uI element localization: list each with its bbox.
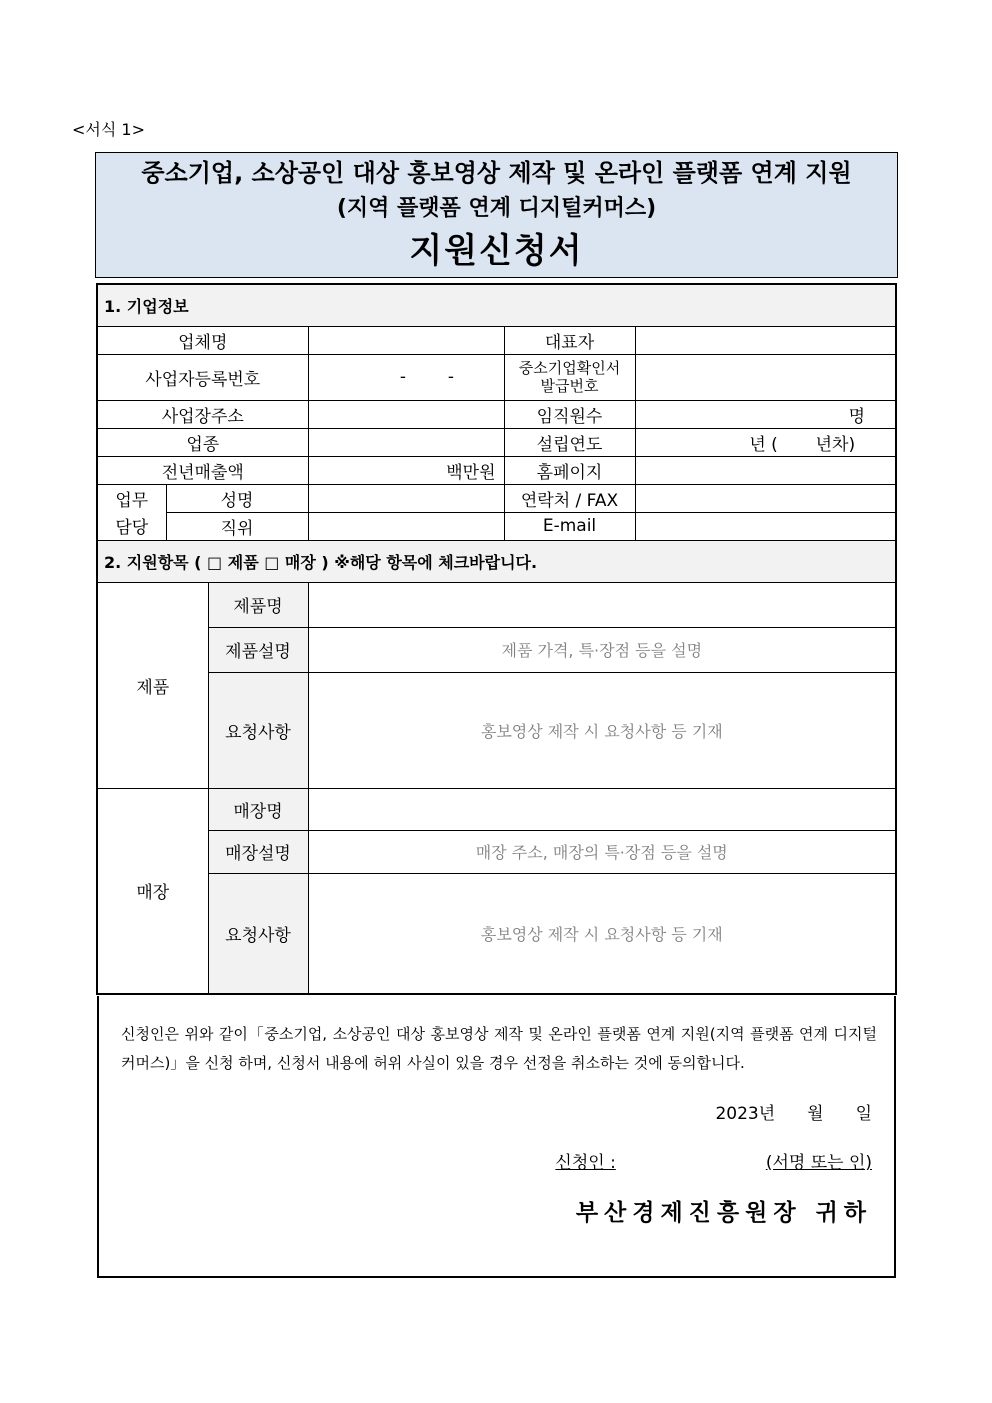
manager-name-label: 성명 — [166, 484, 308, 512]
product-request-field[interactable]: 홍보영상 제작 시 요청사항 등 기재 — [308, 672, 896, 788]
section-1-heading: 1. 기업정보 — [97, 284, 896, 326]
biz-reg-no-label: 사업자등록번호 — [97, 354, 308, 400]
store-request-label: 요청사항 — [208, 873, 308, 994]
employees-field[interactable]: 명 — [635, 400, 896, 428]
application-form-table — [96, 283, 897, 995]
manager-position-field[interactable] — [308, 512, 504, 540]
founded-label: 설립연도 — [504, 428, 635, 456]
homepage-field[interactable] — [635, 456, 896, 484]
declaration-text: 신청인은 위와 같이「중소기업, 소상공인 대상 홍보영상 제작 및 온라인 플랫폼 연계 지원(지역 플랫폼 연계 디지털커머스)」을 신청 하며, 신청서 내용에 허위 사실이 있을 경우 선정을 취소하는 것에 동의합니다. — [121, 1025, 877, 1072]
manager-label-top: 업무 — [97, 484, 166, 512]
declaration-box — [97, 996, 896, 1278]
title-line-1: 중소기업, 소상공인 대상 홍보영상 제작 및 온라인 플랫폼 연계 지원 — [141, 159, 852, 187]
product-row-label: 제품 — [97, 582, 208, 788]
product-name-field[interactable] — [308, 582, 896, 627]
founded-field[interactable]: 년 ( 년차) — [635, 428, 896, 456]
address-field[interactable] — [308, 400, 504, 428]
contact-label: 연락처 / FAX — [504, 484, 635, 512]
store-request-field[interactable]: 홍보영상 제작 시 요청사항 등 기재 — [308, 873, 896, 994]
manager-name-field[interactable] — [308, 484, 504, 512]
product-desc-label: 제품설명 — [208, 627, 308, 672]
address-label: 사업장주소 — [97, 400, 308, 428]
title-box — [95, 152, 898, 278]
applicant-signature-line[interactable] — [555, 1148, 872, 1173]
date-year: 2023년 — [715, 1104, 776, 1124]
application-date — [715, 1099, 872, 1124]
store-name-field[interactable] — [308, 788, 896, 830]
store-row-label: 매장 — [97, 788, 208, 994]
sme-cert-field[interactable] — [635, 354, 896, 400]
product-name-label: 제품명 — [208, 582, 308, 627]
title-line-2: (지역 플랫폼 연계 디지털커머스) — [336, 196, 657, 221]
email-label: E-mail — [504, 512, 635, 540]
biz-reg-no-field[interactable] — [308, 354, 504, 400]
signature-label: (서명 또는 인) — [765, 1153, 872, 1173]
store-desc-label: 매장설명 — [208, 830, 308, 873]
form-number-label: <서식 1> — [72, 120, 145, 139]
ceo-field[interactable] — [635, 326, 896, 354]
revenue-field[interactable]: 백만원 — [308, 456, 504, 484]
store-name-label: 매장명 — [208, 788, 308, 830]
product-request-label: 요청사항 — [208, 672, 308, 788]
dash: - — [399, 367, 406, 387]
industry-field[interactable] — [308, 428, 504, 456]
contact-field[interactable] — [635, 484, 896, 512]
addressee: 부산경제진흥원장 귀하 — [575, 1200, 872, 1226]
store-desc-field[interactable]: 매장 주소, 매장의 특·장점 등을 설명 — [308, 830, 896, 873]
manager-position-label: 직위 — [166, 512, 308, 540]
company-name-label: 업체명 — [97, 326, 308, 354]
document-title: 지원신청서 — [409, 231, 584, 271]
revenue-label: 전년매출액 — [97, 456, 308, 484]
ceo-label: 대표자 — [504, 326, 635, 354]
applicant-label: 신청인 : — [555, 1153, 616, 1173]
product-desc-field[interactable]: 제품 가격, 특·장점 등을 설명 — [308, 627, 896, 672]
date-month: 월 — [807, 1104, 824, 1124]
sme-cert-label: 중소기업확인서 발급번호 — [504, 354, 635, 400]
date-day: 일 — [855, 1104, 872, 1124]
section-2-heading: 2. 지원항목 ( □ 제품 □ 매장 ) ※해당 항목에 체크바랍니다. — [97, 540, 896, 582]
dash: - — [447, 367, 455, 387]
email-field[interactable] — [635, 512, 896, 540]
homepage-label: 홈페이지 — [504, 456, 635, 484]
employees-label: 임직원수 — [504, 400, 635, 428]
industry-label: 업종 — [97, 428, 308, 456]
manager-label-bottom: 담당 — [97, 512, 166, 540]
company-name-field[interactable] — [308, 326, 504, 354]
